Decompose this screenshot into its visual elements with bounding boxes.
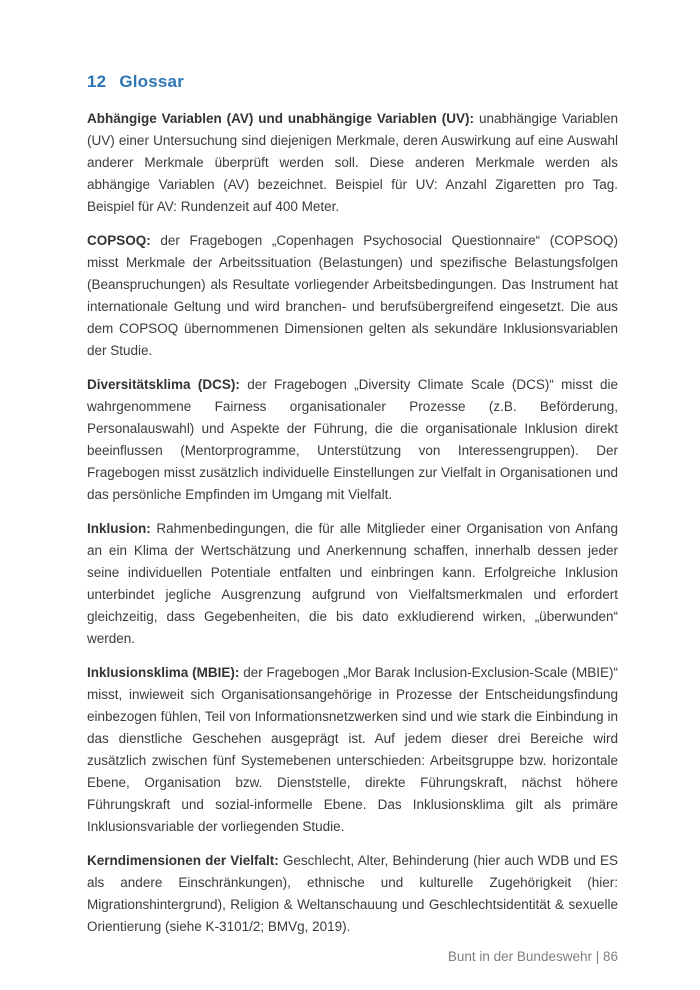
term-definition: unabhängige Variablen (UV) einer Untersuchung sind diejenigen Merkmale, deren Auswirkung auf eine Auswahl anderer Merkmale überprüft werden soll. Diese anderen Merkmale werden als abhängige Variablen (AV) bezeichnet. Beispiel für UV: Anzahl Zigaretten pro Tag. Beispiel für AV: Rundenzeit auf 400 Meter. (87, 111, 618, 214)
term-definition: der Fragebogen „Diversity Climate Scale (DCS)“ misst die wahrgenommene Fairness organisationaler Prozesse (z.B. Beförderung, Personalauswahl) und Aspekte der Führung, die die organisationale Inklusion direkt beeinflussen (Mentorprogramme, Unterstützung von Interessengruppen). Der Fragebogen misst zusätzlich individuelle Einstellungen zur Vielfalt in Organisationen und das persönliche Empfinden im Umgang mit Vielfalt. (87, 377, 618, 502)
glossary-paragraph-inklusionsklima (87, 662, 618, 838)
term-definition: Geschlecht, Alter, Behinderung (hier auch WDB und ES als andere Einschränkungen), ethnische und kulturelle Zugehörigkeit (hier: Migrationshintergrund), Religion & Weltanschauung und Geschlechtsidentität & sexuelle Orientierung (siehe K-3101/2; BMVg, 2019). (87, 853, 618, 934)
glossary-paragraph-abhaengige-variablen (87, 108, 618, 218)
term-definition: Rahmenbedingungen, die für alle Mitglieder einer Organisation von Anfang an ein Klima der Wertschätzung und Anerkennung schaffen, innerhalb dessen jeder seine individuellen Potentiale entfalten und einbringen kann. Erfolgreiche Inklusion unterbindet jegliche Ausgrenzung aufgrund von Vielfaltsmerkmalen und erfordert gleichzeitig, dass Gegebenheiten, die bis dato exkludierend wirken, „überwunden“ werden. (87, 521, 618, 646)
section-title: Glossar (119, 72, 185, 91)
term-label: Kerndimensionen der Vielfalt: (87, 853, 279, 868)
glossary-paragraph-copsoq (87, 230, 618, 362)
section-number: 12 (87, 72, 107, 91)
term-label: COPSOQ: (87, 233, 151, 248)
term-definition: der Fragebogen „Copenhagen Psychosocial Questionnaire“ (COPSOQ) misst Merkmale der Arbeitssituation (Belastungen) und spezifische Belastungsfolgen (Beanspruchungen) als Resultate vorliegender Arbeitsbedingungen. Das Instrument hat internationale Geltung und wird branchen- und berufsübergreifend eingesetzt. Die aus dem COPSOQ übernommenen Dimensionen gelten als sekundäre Inklusionsvariablen der Studie. (87, 233, 618, 358)
term-label: Inklusionsklima (MBIE): (87, 665, 240, 680)
glossary-content (87, 108, 618, 938)
glossary-paragraph-kerndimensionen (87, 850, 618, 938)
section-heading (87, 72, 618, 92)
term-label: Diversitätsklima (DCS): (87, 377, 240, 392)
term-definition: der Fragebogen „Mor Barak Inclusion-Exclusion-Scale (MBIE)“ misst, inwieweit sich Organisationsangehörige in Prozesse der Entscheidungsfindung einbezogen fühlen, Teil von Informationsnetzwerken sind und wie stark die Einbindung in das dienstliche Geschehen ausgeprägt ist. Auf jedem dieser drei Bereiche wird zusätzlich zwischen fünf Systemebenen unterschieden: Arbeitsgruppe bzw. horizontale Ebene, Organisation bzw. Dienststelle, direkte Führungskraft, nächst höhere Führungskraft und sozial-informelle Ebene. Das Inklusionsklima gilt als primäre Inklusionsvariable der vorliegenden Studie. (87, 665, 618, 834)
glossary-paragraph-inklusion (87, 518, 618, 650)
term-label: Inklusion: (87, 521, 151, 536)
term-label: Abhängige Variablen (AV) und unabhängige Variablen (UV): (87, 111, 475, 126)
page-footer: Bunt in der Bundeswehr | 86 (447, 949, 618, 964)
glossary-paragraph-diversitaetsklima (87, 374, 618, 506)
